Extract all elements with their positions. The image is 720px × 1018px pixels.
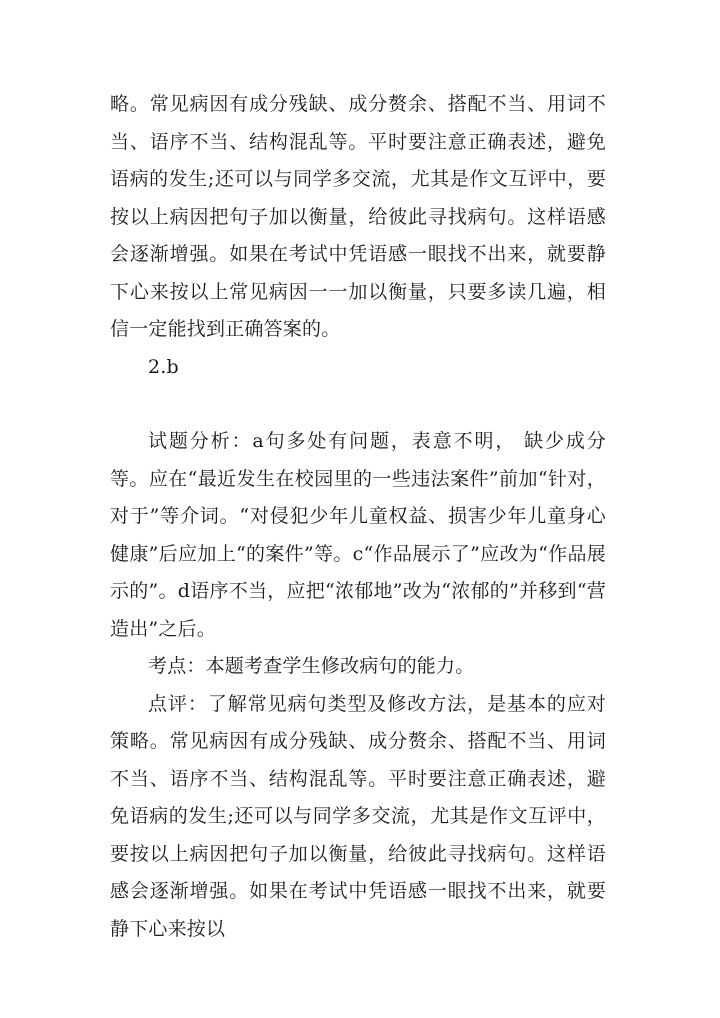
paragraph-test-point: 考点：本题考查学生修改病句的能力。 (148, 655, 475, 677)
paragraph-commentary: 点评：了解常见病句类型及修改方法，是基本的应对策略。常见病因有成分残缺、成分赘余、搭配不当、用词不当、语序不当、结构混乱等。平时要注意正确表述，避免语病的发生;还可以与同学多交流，尤其是作文互评中，要按以上病因把句子加以衡量，给彼此寻找病句。这样语感会逐渐增强。如果在考试中凭语感一眼找不出来，就要静下心来按以 (110, 692, 606, 940)
answer-number: 2.b (148, 355, 179, 378)
paragraph-question-analysis: 试题分析：a句多处有问题，表意不明， 缺少成分等。应在“最近发生在校园里的一些违法案件”前加“针对，对于”等介词。“对侵犯少年儿童权益、损害少年儿童身心健康”后应加上“的案件”等。c“作品展示了”应改为“作品展示的”。d语序不当，应把“浓郁地”改为“浓郁的”并移到“营造出”之后。 (110, 430, 606, 640)
document-body (110, 86, 606, 948)
paragraph-analysis-continued: 略。常见病因有成分残缺、成分赘余、搭配不当、用词不当、语序不当、结构混乱等。平时要注意正确表述，避免语病的发生;还可以与同学多交流，尤其是作文互评中，要按以上病因把句子加以衡量，给彼此寻找病句。这样语感会逐渐增强。如果在考试中凭语感一眼找不出来，就要静下心来按以上常见病因一一加以衡量，只要多读几遍，相信一定能找到正确答案的。 (110, 93, 606, 340)
